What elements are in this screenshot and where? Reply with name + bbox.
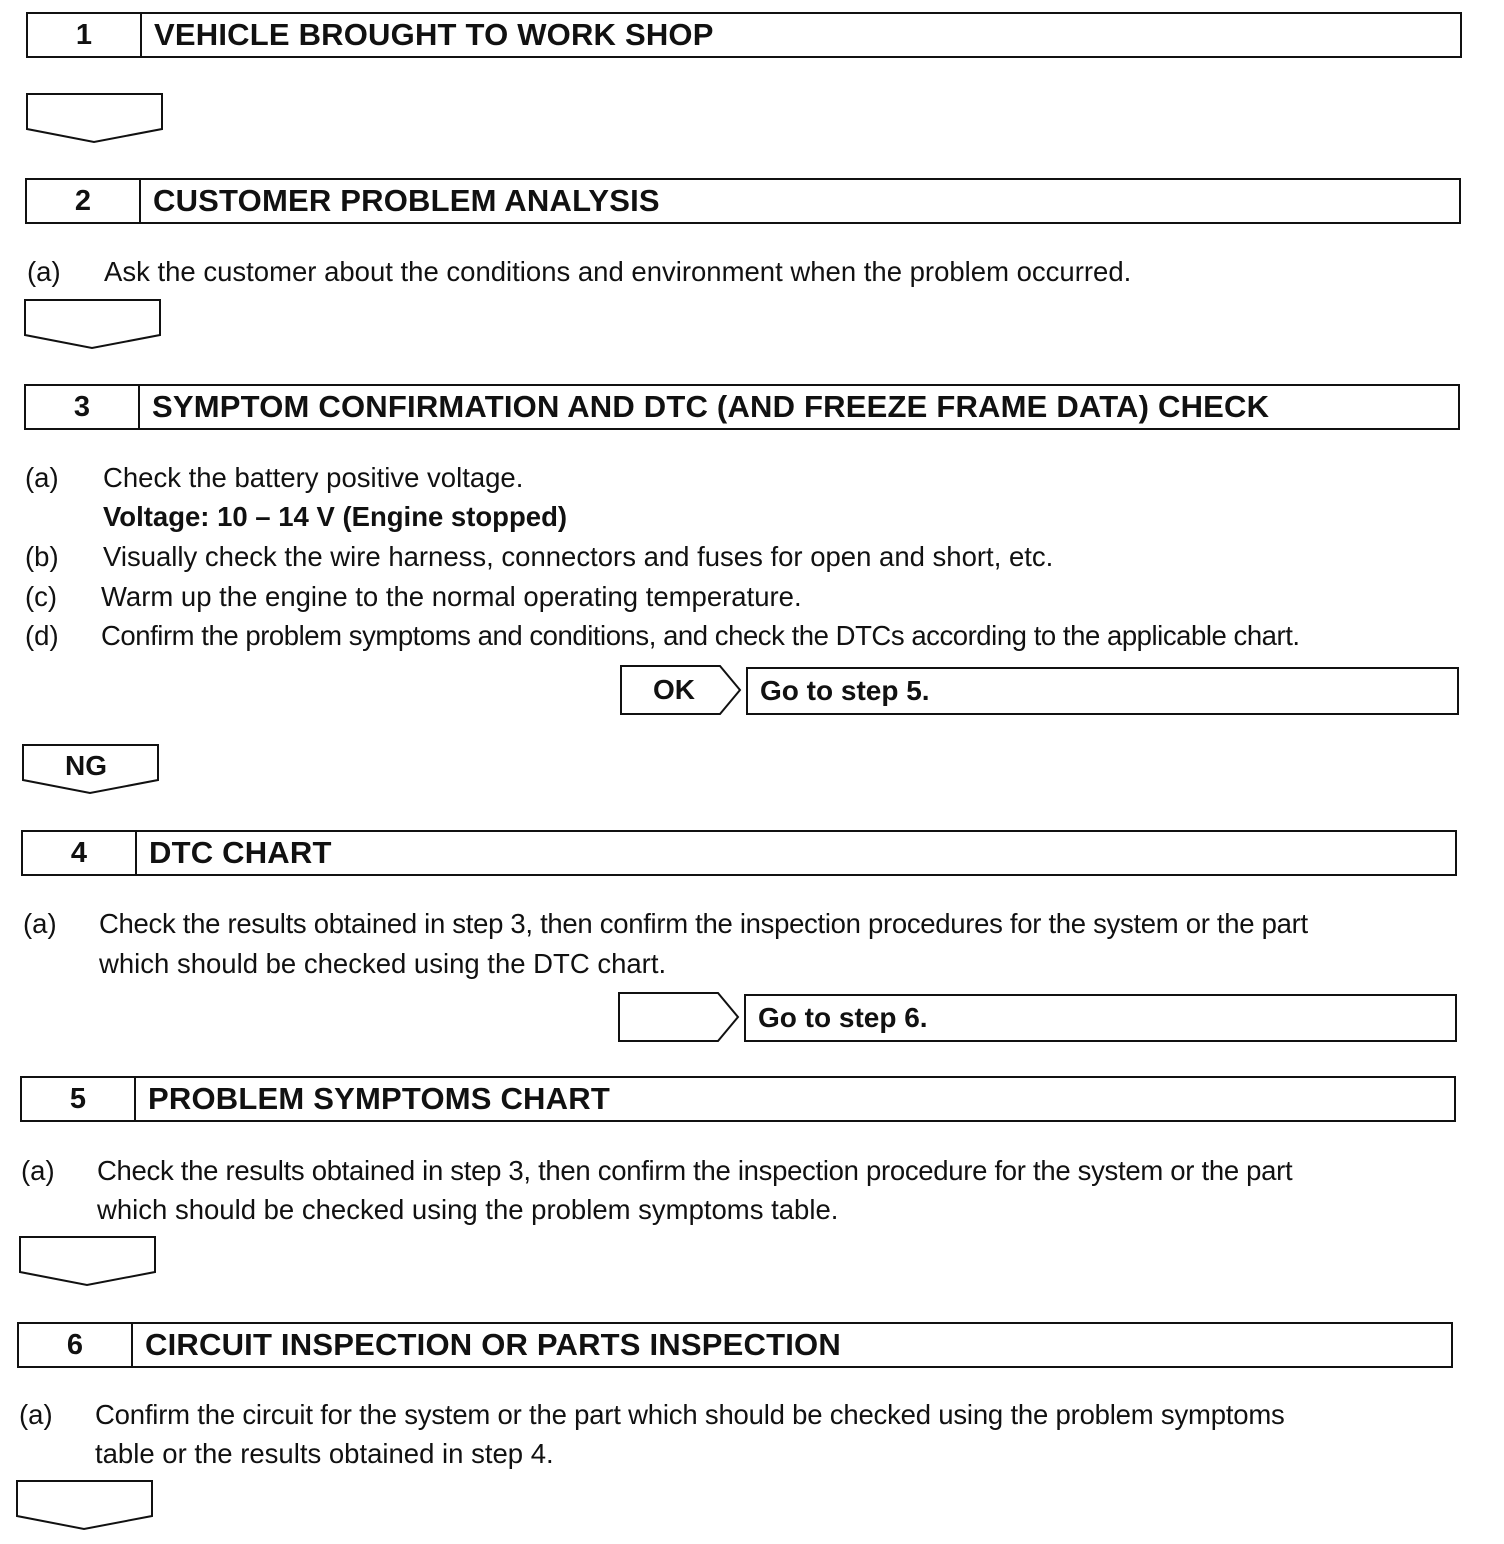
item-text: Confirm the problem symptoms and conditions, and check the DTCs according to the applicable chart. xyxy=(101,620,1300,651)
item-text: Warm up the engine to the normal operating temperature. xyxy=(101,581,802,612)
step-title: SYMPTOM CONFIRMATION AND DTC (AND FREEZE FRAME DATA) CHECK xyxy=(152,389,1270,424)
ng-label: NG xyxy=(65,750,107,781)
ok-arrow xyxy=(620,665,742,715)
step-1-header xyxy=(26,12,1462,58)
step-4-header xyxy=(21,830,1457,876)
item-label: (c) xyxy=(25,581,58,612)
down-arrow-icon xyxy=(24,299,162,351)
item-label: (b) xyxy=(25,541,59,572)
step-number: 2 xyxy=(27,180,141,222)
step-number: 5 xyxy=(22,1078,136,1120)
next-arrow xyxy=(618,992,740,1042)
step-title: CIRCUIT INSPECTION OR PARTS INSPECTION xyxy=(145,1327,841,1362)
step-6-header xyxy=(17,1322,1453,1368)
item-text: which should be checked using the problem symptoms table. xyxy=(97,1194,839,1225)
step-title: CUSTOMER PROBLEM ANALYSIS xyxy=(153,183,660,218)
step-number: 3 xyxy=(26,386,140,428)
step-title: PROBLEM SYMPTOMS CHART xyxy=(148,1081,610,1116)
item-label: (d) xyxy=(25,620,59,651)
item-text: Visually check the wire harness, connectors and fuses for open and short, etc. xyxy=(103,541,1054,572)
down-arrow-icon xyxy=(19,1236,157,1288)
step-3-header xyxy=(24,384,1460,430)
step-5-header xyxy=(20,1076,1456,1122)
go-to-step-6-box: Go to step 6. xyxy=(744,994,1457,1042)
item-label: (a) xyxy=(23,908,57,939)
step-2-header xyxy=(25,178,1461,224)
item-label: (a) xyxy=(19,1399,53,1430)
step-title: DTC CHART xyxy=(149,835,332,870)
go-to-step-5-box: Go to step 5. xyxy=(746,667,1459,715)
item-text: which should be checked using the DTC chart. xyxy=(99,948,667,979)
step-number: 4 xyxy=(23,832,137,874)
item-text: Ask the customer about the conditions and environment when the problem occurred. xyxy=(104,256,1132,287)
down-arrow-icon xyxy=(16,1480,154,1532)
item-text: Check the results obtained in step 3, then confirm the inspection procedures for the system or the part xyxy=(99,908,1308,939)
step-number: 1 xyxy=(28,14,142,56)
item-label: (a) xyxy=(21,1155,55,1186)
step-number: 6 xyxy=(19,1324,133,1366)
item-text: Check the results obtained in step 3, then confirm the inspection procedure for the system or the part xyxy=(97,1155,1293,1186)
item-label: (a) xyxy=(25,462,59,493)
item-text: Check the battery positive voltage. xyxy=(103,462,524,493)
item-label: (a) xyxy=(27,256,61,287)
item-text: table or the results obtained in step 4. xyxy=(95,1438,554,1469)
ok-label: OK xyxy=(653,674,695,705)
voltage-spec: Voltage: 10 – 14 V (Engine stopped) xyxy=(103,501,568,532)
step-title: VEHICLE BROUGHT TO WORK SHOP xyxy=(154,17,714,52)
down-arrow-icon xyxy=(26,93,164,145)
item-text: Confirm the circuit for the system or the part which should be checked using the problem symptoms xyxy=(95,1399,1285,1430)
ng-down-arrow xyxy=(22,744,160,796)
